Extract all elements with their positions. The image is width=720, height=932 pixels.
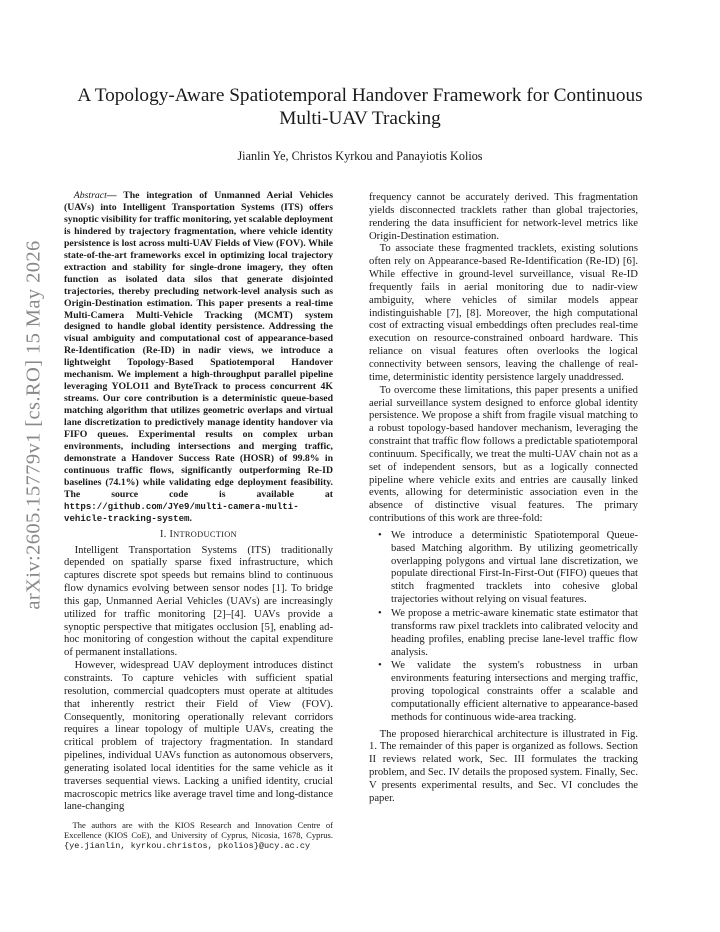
abstract-label: Abstract xyxy=(73,190,107,201)
right-paragraph-2: To associate these fragmented tracklets, existing solutions often rely on Appearance-based Re-Identification (Re-ID) [6]. While effective in ground-level surveillance, visual Re-ID frequently fails in aerial monitoring due to nadir-view ambiguity, where vehicles of similar models appear indistinguishable [7], [8]. Moreover, the high computational cost of extracting visual embeddings often precludes real-time execution on resource-constrained onboard hardware. This reliance on visual features often overlooks the logical connectivity between sensors, leaving the challenge of real-time, deterministic identity persistence largely unaddressed. xyxy=(369,243,638,383)
intro-paragraph-1: Intelligent Transportation Systems (ITS) traditionally depended on spatially sparse fixed infrastructure, which captures discrete spot speeds but remains blind to continuous flow dynamics evolving between sensor nodes [1]. To bridge this gap, Unmanned Aerial Vehicles (UAVs) are increasingly utilized for traffic monitoring [2]–[4]. UAVs provide a synoptic perspective that mitigates occlusion [5], enabling ad-hoc monitoring of congestion without the capital expenditure of permanent installations. xyxy=(64,544,333,659)
author-emails: {ye.jianlin, kyrkou.christos, pkolios}@ucy.ac.cy xyxy=(64,841,311,852)
bullet-icon: • xyxy=(378,660,382,672)
source-code-link[interactable]: https://github.com/JYe9/multi-camera-multi-vehicle-tracking-system xyxy=(64,500,299,524)
bullet-icon: • xyxy=(378,608,382,619)
list-item: • We validate the system's robustness in urban environments featuring intersections and merging traffic, proving topological constraints offer a scalable and computationally efficient alternative to appearance-based methods for continuous wide-area tracking. xyxy=(378,660,638,723)
intro-paragraph-2: However, widespread UAV deployment introduces distinct constraints. To capture vehicles with sufficient spatial resolution, commercial quadcopters must operate at altitudes that inherently restrict their Field of View (FOV). Consequently, monitoring operationally relevant corridors requires a linear topology of multiple UAVs, creating the critical problem of trajectory fragmentation. In standard pipelines, individual UAVs function as autonomous observers, generating isolated local identities for the same vehicle as it traverses sequential views. Lacking a unified identity, crucial macroscopic metrics like average travel time and long-distance lane-changing xyxy=(64,660,333,813)
arxiv-identifier: arXiv:2605.15779v1 [cs.RO] 15 May 2026 xyxy=(22,240,45,610)
section-heading-introduction: I. INTRODUCTION xyxy=(160,528,237,540)
list-item: • We introduce a deterministic Spatiotemporal Queue-based Matching algorithm. By utilizing geometrically overlapping polygons and virtual lane discretization, we populate directional First-In-First-Out (FIFO) queues that stitch fragmented tracklets into cohesive global trajectories without relying on visual features. xyxy=(378,529,638,606)
right-paragraph-4: The proposed hierarchical architecture is illustrated in Fig. 1. The remainder of this paper is organized as follows. Section II reviews related work, Sec. III formulates the tracking problem, and Sec. IV details the proposed system. Finally, Sec. V presents experimental results, and Sec. VI concludes the paper. xyxy=(369,728,638,804)
bullet-icon: • xyxy=(378,529,382,541)
right-column xyxy=(369,192,638,806)
abstract: Abstract— The integration of Unmanned Aerial Vehicles (UAVs) into Intelligent Transportation Systems (ITS) offers synoptic visibility for traffic monitoring, yet scalable deployment is hindered by trajectory fragmentation, where vehicle identity persistence is lost across multi-UAV Fields of View (FOV). While state-of-the-art frameworks excel in optimizing local trajectory extraction and stability for single-drone imagery, they often function as isolated data silos that generate disjointed trajectories, thereby precluding network-level analysis such as Origin-Destination estimation. This paper presents a real-time Multi-Camera Multi-Vehicle Tracking (MCMT) system designed to handle global identity persistence. Addressing the visual ambiguity and computational cost of appearance-based Re-Identification (Re-ID) in nadir views, we introduce a lightweight Topology-Based Spatiotemporal Handover mechanism. We implement a high-throughput parallel pipeline leveraging YOLO11 and ByteTrack to process concurrent 4K streams. Our core contribution is a deterministic queue-based matching algorithm that utilizes geometric overlaps and virtual lane discretization to predictively manage identity handover via FIFO queues. Experimental results on complex urban environments, including intersections and merging traffic, demonstrate a Handover Success Rate (HOSR) of 99.8% in continuous traffic flows, significantly outperforming Re-ID baselines (74.1%) while validating edge deployment feasibility. The source code is available at https://github.com/JYe9/multi-camera-multi-vehicle-tracking-system. xyxy=(64,190,334,524)
abstract-text: — The integration of Unmanned Aerial Vehicles (UAVs) into Intelligent Transportation Systems (ITS) offers synoptic visibility for traffic monitoring, yet scalable deployment is hindered by trajectory fragmentation, where vehicle identity persistence is lost across multi-UAV Fields of View (FOV). While state-of-the-art frameworks excel in optimizing local trajectory extraction and stability for single-drone imagery, they often function as isolated data silos that generate disjointed trajectories, thereby precluding network-level analysis such as Origin-Destination estimation. This paper presents a real-time Multi-Camera Multi-Vehicle Tracking (MCMT) system designed to handle global identity persistence. Addressing the visual ambiguity and computational cost of appearance-based Re-Identification (Re-ID) in nadir views, we introduce a lightweight Topology-Based Spatiotemporal Handover mechanism. We implement a high-throughput parallel pipeline leveraging YOLO11 and ByteTrack to process concurrent 4K streams. Our core contribution is a deterministic queue-based matching algorithm that utilizes geometric overlaps and virtual lane discretization to predictively manage identity handover via FIFO queues. Experimental results on complex urban environments, including intersections and merging traffic, demonstrate a Handover Success Rate (HOSR) of 99.8% in continuous traffic flows, significantly outperforming Re-ID baselines (74.1%) while validating edge deployment feasibility. The source code is available at xyxy=(64,190,334,500)
right-paragraph-3: To overcome these limitations, this paper presents a unified aerial surveillance system designed to enforce global identity persistence. We propose a shift from fragile visual matching to a robust topology-based handover mechanism, leveraging the constraint that traffic flow follows a predictable spatiotemporal continuum. Specifically, we treat the multi-UAV chain not as a set of independent sensors, but as a logically connected pipeline where vehicle exits and entries are causally linked events, allowing for deterministic association even in the absence of distinctive visual features. The primary contributions of this work are three-fold: xyxy=(369,384,638,525)
contribution-list xyxy=(369,530,638,725)
list-item: • We propose a metric-aware kinematic state estimator that transforms raw pixel tracklets into calibrated velocity and heading profiles, enabling precise lane-level traffic flow analysis. xyxy=(378,608,638,658)
left-column xyxy=(64,190,333,814)
arxiv-stamp xyxy=(20,175,48,675)
author-affiliation-footnote: The authors are with the KIOS Research and Innovation Centre of Excellence (KIOS CoE), and University of Cyprus, Nicosia, 1678, Cyprus. {ye.jianlin, kyrkou.christos, pkolios}@ucy.ac.cy xyxy=(64,820,333,852)
right-paragraph-1: frequency cannot be accurately derived. This fragmentation yields disconnected tracklets rather than global trajectories, rendering the data insufficient for network-level metrics like Origin-Destination estimation. xyxy=(369,192,638,242)
author-list: Jianlin Ye, Christos Kyrkou and Panayiotis Kolios xyxy=(237,149,483,163)
paper-title: A Topology-Aware Spatiotemporal Handover Framework for Continuous Multi-UAV Tracking xyxy=(77,85,643,129)
